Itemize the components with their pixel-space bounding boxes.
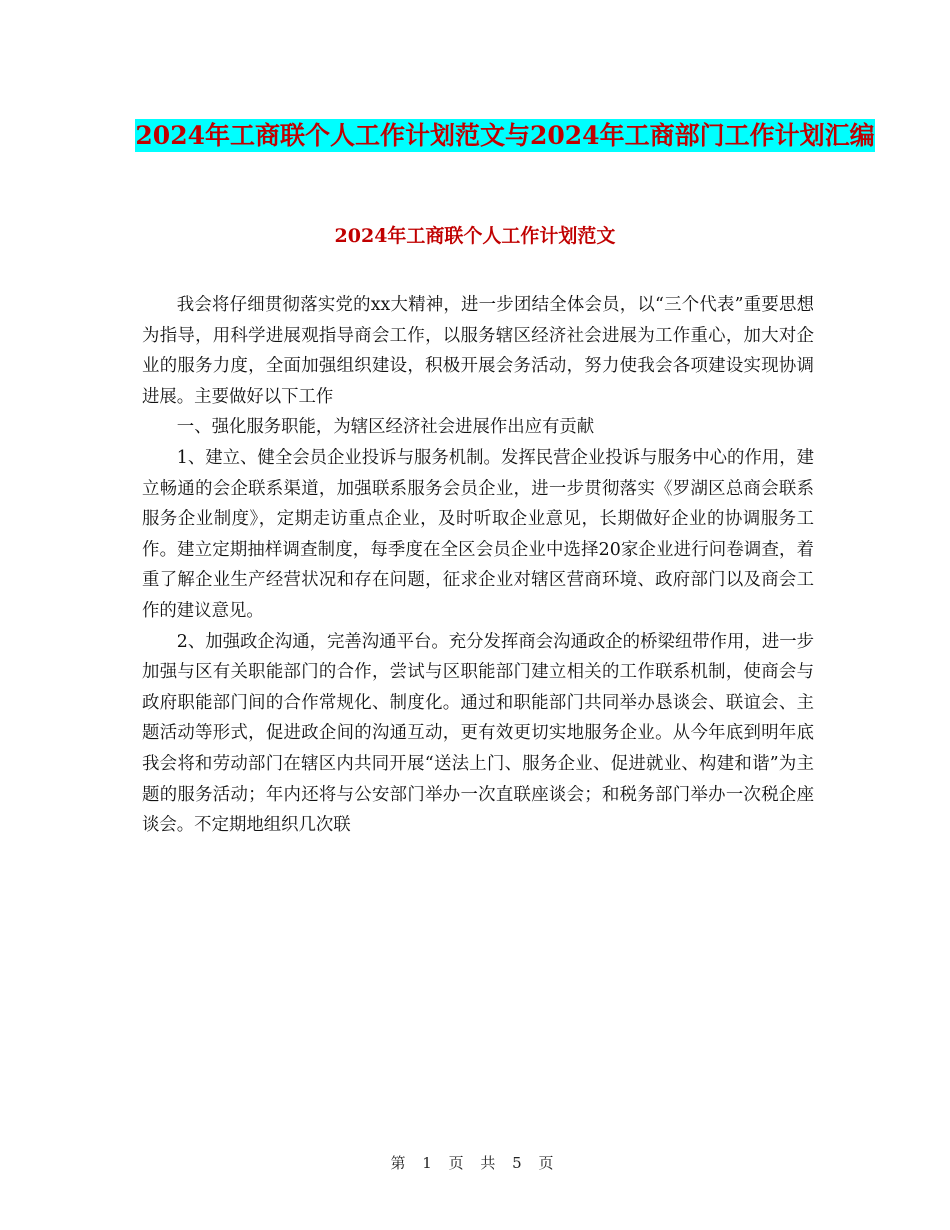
paragraph-heading-1: 一、强化服务职能，为辖区经济社会进展作出应有贡献 xyxy=(176,417,595,438)
section-title: 2024年工商联个人工作计划范文 xyxy=(334,225,616,247)
document-title xyxy=(120,112,890,160)
paragraph-intro: 我会将仔细贯彻落实党的xx大精神，进一步团结全体会员，以“三个代表”重要思想为指导，用科学进展观指导商会工作，以服务辖区经济社会进展为工作重心，加大对企业的服务力度，全面加强组织建设，积极开展会务活动，努力使我会各项建设实现协调进展。主要做好以下工作 xyxy=(142,295,814,407)
paragraph-item-1: 1、建立、健全会员企业投诉与服务机制。发挥民营企业投诉与服务中心的作用，建立畅通的会企联系渠道，加强联系服务会员企业，进一步贯彻落实《罗湖区总商会联系服务企业制度》，定期走访重点企业，及时听取企业意见，长期做好企业的协调服务工作。建立定期抽样调查制度，每季度在全区会员企业中选择20家企业进行问卷调查，着重了解企业生产经营状况和存在问题，征求企业对辖区营商环境、政府部门以及商会工作的建议意见。 xyxy=(142,447,814,621)
page-number-footer: 第 1 页 共 5 页 xyxy=(390,1154,560,1172)
document-body xyxy=(142,290,814,841)
paragraph-item-2: 2、加强政企沟通，完善沟通平台。充分发挥商会沟通政企的桥梁纽带作用，进一步加强与区有关职能部门的合作，尝试与区职能部门建立相关的工作联系机制，使商会与政府职能部门间的合作常规化、制度化。通过和职能部门共同举办恳谈会、联谊会、主题活动等形式，促进政企间的沟通互动，更有效更切实地服务企业。从今年底到明年底我会将和劳动部门在辖区内共同开展“送法上门、服务企业、促进就业、构建和谐”为主题的服务活动；年内还将与公安部门举办一次直联座谈会；和税务部门举办一次税企座谈会。不定期地组织几次联 xyxy=(142,631,814,836)
document-title-text: 2024年工商联个人工作计划范文与2024年工商部门工作计划汇编 xyxy=(135,121,875,150)
